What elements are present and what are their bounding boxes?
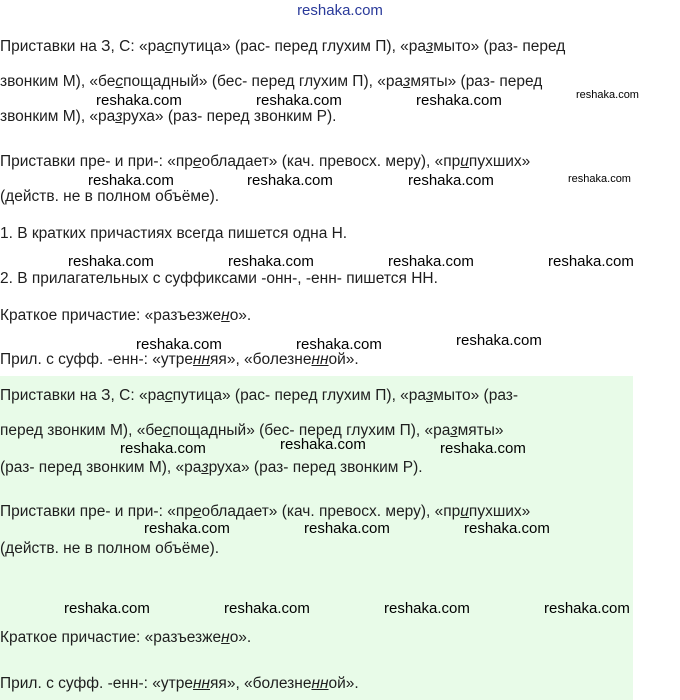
answer-line [0,422,504,440]
text-segment: Прил. с суфф. -енн-: «утре [0,351,193,368]
answer-line [0,459,423,477]
text-segment: Приставки на З, С: «ра [0,387,165,404]
text-segment: перед звонким М), «бе [0,422,163,439]
watermark: reshaka.com [296,336,382,353]
answer-line [0,387,518,405]
text-line [0,270,438,288]
text-segment: (раз- перед звонким М), «ра [0,459,202,476]
answer-line [0,675,359,693]
answer-line [0,629,251,647]
site-title[interactable]: reshaka.com [297,2,383,19]
watermark: reshaka.com [144,520,230,537]
text-segment: мыто» (раз- [433,387,519,404]
watermark: reshaka.com [408,172,494,189]
highlighted-letter: н [221,629,230,646]
text-segment: 2. В прилагательных с суффиксами -онн-, -енн- пишется НН. [0,270,438,287]
text-segment: яя», «болезне [210,675,312,692]
watermark: reshaka.com [280,436,366,453]
text-segment: мяты» (раз- перед [410,73,543,90]
watermark: reshaka.com [388,253,474,270]
highlighted-letter: нн [192,351,211,368]
text-segment: путица» (рас- перед глухим П), «ра [172,38,427,55]
text-segment: Прил. с суфф. -енн-: «утре [0,675,193,692]
watermark: reshaka.com [96,92,182,109]
text-line [0,108,336,126]
highlighted-letter: з [426,387,434,404]
text-line [0,225,347,243]
highlighted-letter: с [162,422,171,439]
highlighted-letter: нн [311,351,329,368]
highlighted-letter: е [192,503,202,520]
text-segment: мыто» (раз- перед [433,38,566,55]
text-segment: пощадный» (бес- перед глухим П), «ра [170,422,451,439]
watermark: reshaka.com [68,253,154,270]
text-line [0,188,219,206]
text-segment: пухших» [468,153,531,170]
highlighted-letter: з [201,459,209,476]
text-segment: 1. В кратких причастиях всегда пишется одна Н. [0,225,348,242]
watermark: reshaka.com [568,173,631,185]
watermark: reshaka.com [120,440,206,457]
highlighted-letter: нн [192,675,211,692]
watermark: reshaka.com [304,520,390,537]
watermark: reshaka.com [416,92,502,109]
text-segment: звонким М), «бе [0,73,116,90]
watermark: reshaka.com [136,336,222,353]
text-segment: мяты» [457,422,504,439]
watermark: reshaka.com [456,332,542,349]
answer-line [0,540,219,558]
text-segment: Приставки пре- и при-: «пр [0,153,193,170]
text-segment: Приставки пре- и при-: «пр [0,503,193,520]
text-line [0,38,565,56]
watermark: reshaka.com [464,520,550,537]
watermark: reshaka.com [224,600,310,617]
text-segment: пухших» [468,503,531,520]
highlighted-letter: с [164,38,173,55]
watermark: reshaka.com [256,92,342,109]
text-segment: Краткое причастие: «разъезже [0,629,222,646]
text-segment: обладает» (кач. превосх. меру), «пр [201,153,461,170]
highlighted-letter: с [115,73,124,90]
text-segment: (действ. не в полном объёме). [0,188,220,205]
watermark: reshaka.com [64,600,150,617]
text-segment: Приставки на З, С: «ра [0,38,165,55]
text-segment: звонким М), «ра [0,108,116,125]
highlighted-letter: нн [311,675,329,692]
text-segment: обладает» (кач. превосх. меру), «пр [201,503,461,520]
text-segment: руха» (раз- перед звонким Р). [208,459,423,476]
watermark: reshaka.com [384,600,470,617]
watermark: reshaka.com [548,253,634,270]
text-segment: ой». [328,675,359,692]
watermark: reshaka.com [247,172,333,189]
highlighted-letter: з [403,73,411,90]
text-segment: яя», «болезне [210,351,312,368]
watermark: reshaka.com [228,253,314,270]
highlighted-letter: и [460,153,469,170]
highlighted-letter: н [221,307,230,324]
highlighted-letter: з [115,108,123,125]
text-line [0,73,542,91]
text-segment: путица» (рас- перед глухим П), «ра [172,387,427,404]
watermark: reshaka.com [544,600,630,617]
highlighted-letter: з [450,422,458,439]
text-segment: (действ. не в полном объёме). [0,540,220,557]
highlighted-letter: з [426,38,434,55]
text-segment: о». [229,307,252,324]
text-line [0,351,359,369]
text-line [0,153,530,171]
text-segment: о». [229,629,252,646]
highlighted-letter: с [164,387,173,404]
highlighted-letter: е [192,153,202,170]
text-segment: Краткое причастие: «разъезже [0,307,222,324]
highlighted-letter: и [460,503,469,520]
text-segment: пощадный» (бес- перед глухим П), «ра [123,73,404,90]
text-segment: ой». [328,351,359,368]
text-segment: руха» (раз- перед звонким Р). [122,108,337,125]
watermark: reshaka.com [576,89,639,101]
watermark: reshaka.com [440,440,526,457]
text-line [0,307,251,325]
answer-line [0,503,530,521]
watermark: reshaka.com [88,172,174,189]
